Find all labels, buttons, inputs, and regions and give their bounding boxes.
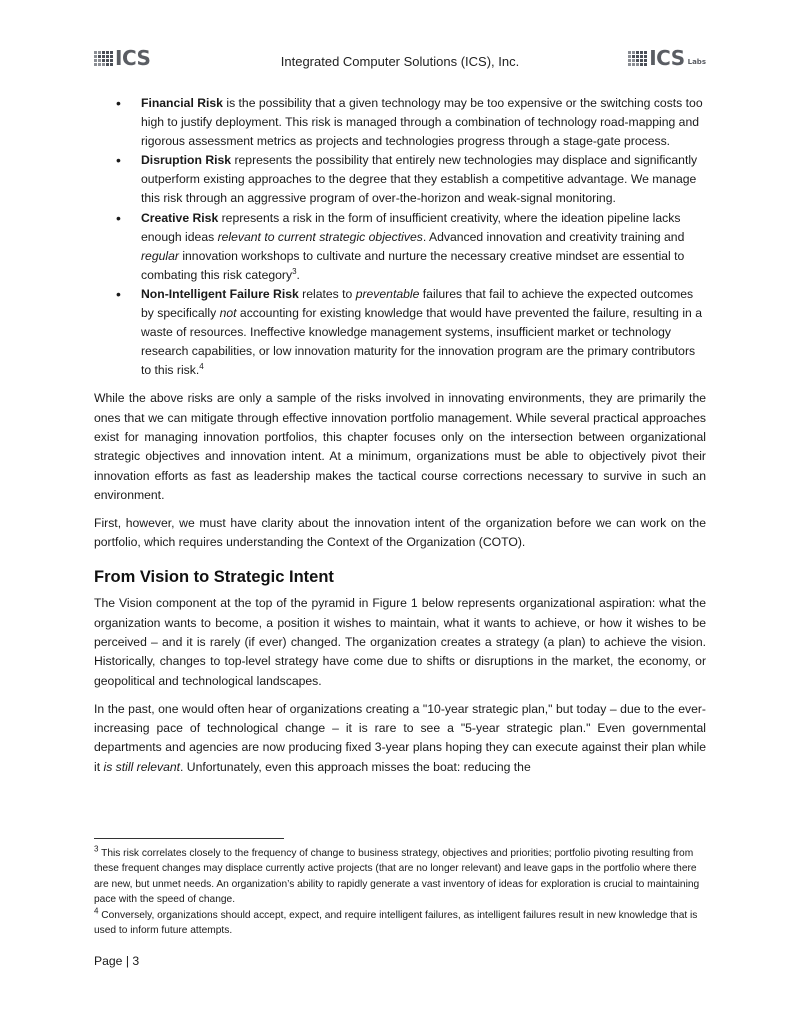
logo-labs-text: Labs (687, 58, 706, 66)
paragraph (94, 700, 706, 777)
logo-wordmark: ICS (115, 46, 151, 70)
risk-description: accounting for existing knowledge that would have prevented the failure, resulting in a waste of resources. Ineffective knowledge management systems, insufficient market or technology research capabilities, or low innovation maturity for the innovation program are the primary contributors to this risk. (141, 306, 702, 378)
risk-description: is the possibility that a given technology may be too expensive or the switching costs too high to justify deployment. This risk is managed through a combination of technology road-mapping and rigorous assessment metrics as projects and technologies progress through a stage-gate process. (141, 96, 703, 149)
footnote-text: This risk correlates closely to the frequency of change to business strategy, objectives and priorities; portfolio pivoting resulting from these frequent changes may displace currently active projects (that are no longer relevant) and leave gaps in the portfolio where there are new, but unmet needs. An organization’s ability to rapidly generate a vast inventory of ideas for exploration is crucial to maintaining pace with the speed of change. (94, 848, 700, 906)
risk-term: Creative Risk (141, 210, 219, 225)
page-header (94, 44, 706, 76)
risk-description: innovation workshops to cultivate and nurture the necessary creative mindset are essential to combating this risk category (141, 248, 685, 282)
risk-description: represents the possibility that entirely new technologies may displace and significantly outperform existing approaches to the degree that they establish a competitive advantage. We manage this risk through an aggressive program of over-the-horizon and weak-signal monitoring. (141, 153, 698, 206)
risk-description: failures that fail to achieve the expected outcomes by specifically (141, 286, 694, 321)
risk-description: relates to (298, 286, 356, 301)
header-title: Integrated Computer Solutions (ICS), Inc. (280, 54, 520, 69)
footnote-number: 3 (94, 844, 99, 854)
emphasis: relevant to current strategic objectives (217, 229, 423, 244)
emphasis: is still relevant (103, 759, 181, 774)
logo-wordmark: ICS (649, 46, 685, 70)
risk-term: Non-Intelligent Failure Risk (141, 286, 299, 301)
emphasis: not (219, 306, 237, 321)
footnote-ref[interactable]: 4 (199, 362, 204, 372)
section-heading: From Vision to Strategic Intent (94, 568, 334, 587)
footnote-ref[interactable]: 3 (292, 266, 297, 276)
risk-description: . (296, 267, 300, 282)
footnote (94, 908, 708, 939)
emphasis: preventable (355, 286, 420, 301)
footnotes (94, 846, 708, 938)
main-content (94, 94, 706, 777)
ics-labs-logo (628, 48, 706, 68)
paragraph-text: In the past, one would often hear of organizations creating a "10-year strategic plan," but today – due to the ever-increasing pace of technological change – it is rare to see a "5-year strategic plan." Even governmental departments and agencies are now producing fixed 3-year plans hoping they can execute against their plan while it (94, 701, 706, 774)
risk-term: Financial Risk (141, 96, 223, 110)
paragraph: The Vision component at the top of the pyramid in Figure 1 below represents organizational aspiration: what the organization wants to become, a position it wishes to maintain, what it wants to achieve, or how it wishes to be perceived – and it is rarely (if ever) changed. The organization creates a strategy (a plan) to achieve the vision. Historically, changes to top-level strategy have come due to shifts or disruptions in the market, the economy, or geopolitical and technological landscapes. (94, 596, 706, 688)
list-item (94, 151, 706, 208)
paragraph-text: . Unfortunately, even this approach misses the boat: reducing the (180, 759, 531, 774)
risk-term: Disruption Risk (141, 153, 232, 168)
footnote (94, 846, 708, 908)
risk-description: represents a risk in the form of insufficient creativity, where the ideation pipeline lacks enough ideas (141, 210, 681, 244)
footnote-text: Conversely, organizations should accept, expect, and require intelligent failures, as intelligent failures result in new knowledge that is used to inform future attempts. (94, 909, 698, 937)
paragraph: First, however, we must have clarity about the innovation intent of the organization before we can work on the portfolio, which requires understanding the Context of the Organization (COTO). (94, 516, 706, 550)
risk-list (94, 94, 706, 380)
page-number: Page | 3 (94, 954, 140, 968)
logo-grid-icon (628, 51, 647, 66)
list-item (94, 94, 706, 151)
paragraph: While the above risks are only a sample of the risks involved in innovating environments, they are primarily the ones that we can mitigate through effective innovation portfolio management. While several practical approaches exist for managing innovation portfolios, this chapter focuses only on the intersection between organizational strategic objectives and innovation intent. At a minimum, organizations must be able to objectively pivot their innovation efforts as fast as leadership makes the tactical course corrections necessary to survive in such an environment. (94, 391, 706, 502)
list-item (94, 285, 706, 380)
risk-description: . Advanced innovation and creativity training and (422, 229, 685, 244)
footnote-separator (94, 838, 284, 839)
footnote-number: 4 (94, 906, 99, 916)
emphasis: regular (141, 248, 179, 263)
list-item (94, 209, 706, 285)
